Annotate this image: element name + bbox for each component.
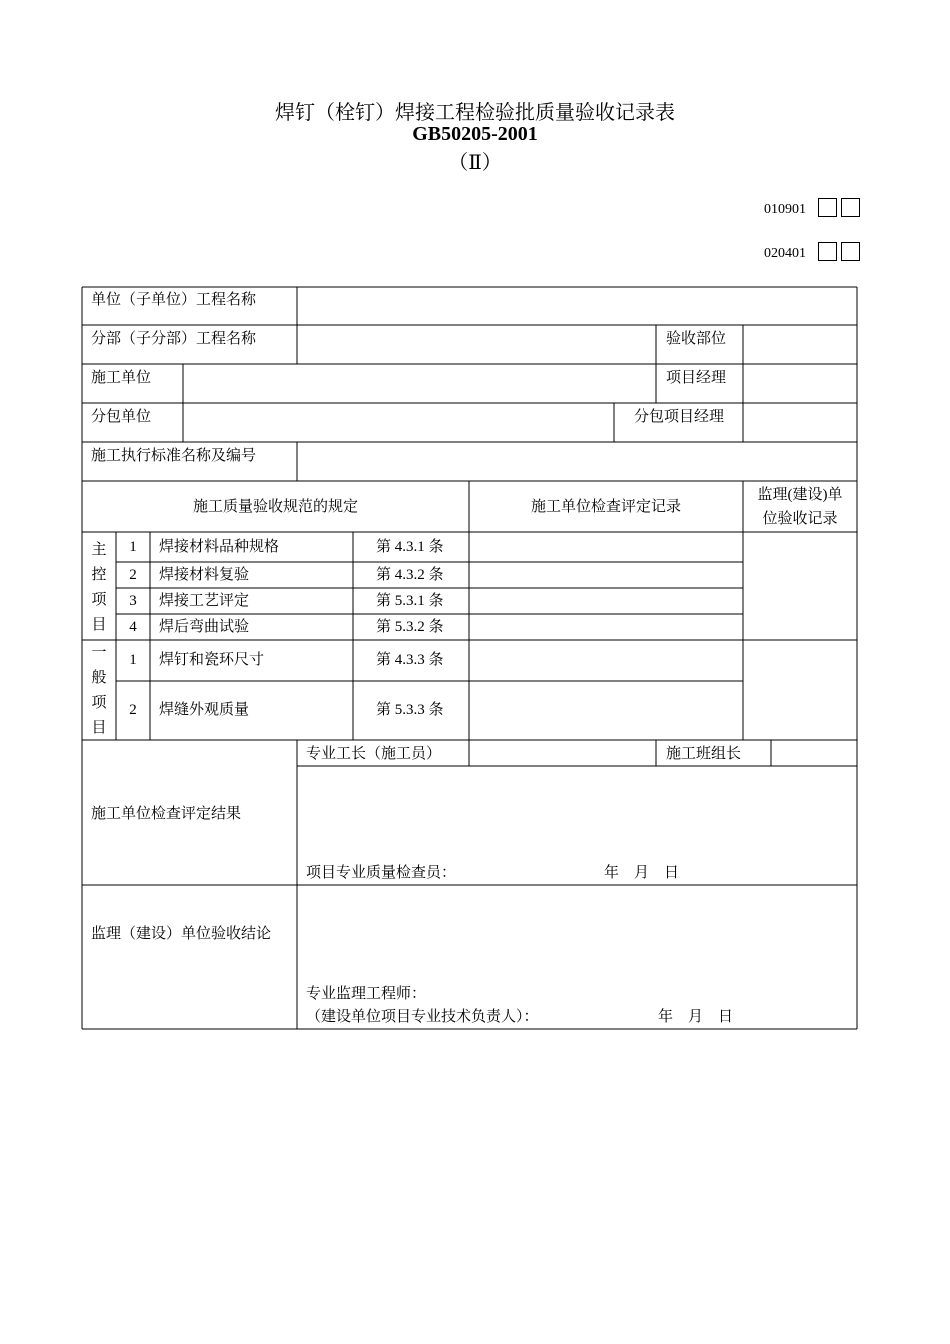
owner-technical-lead-label: （建设单位项目专业技术负责人）： xyxy=(306,1009,539,1025)
item-clause: 第 4.3.1 条 xyxy=(376,539,444,555)
spec-column-header: 施工质量验收规范的规定 xyxy=(192,499,358,515)
item-number: 2 xyxy=(129,567,137,583)
supervision-conclusion-label: 监理（建设）单位验收结论 xyxy=(91,926,272,942)
group-label-char: 般 xyxy=(91,670,107,686)
supervision-column-header: 位验收记录 xyxy=(762,511,838,527)
project-manager-label: 项目经理 xyxy=(666,370,727,386)
supervision-column-header: 监理(建设)单 xyxy=(757,487,843,503)
group-label-char: 一 xyxy=(91,645,107,661)
item-clause: 第 5.3.3 条 xyxy=(376,702,444,718)
item-name: 焊缝外观质量 xyxy=(159,702,250,718)
foreman-label: 专业工长（施工员） xyxy=(306,746,442,762)
standard-code: GB50205-2001 xyxy=(412,123,538,145)
document-title: 焊钉（栓钉）焊接工程检验批质量验收记录表 xyxy=(275,100,675,124)
conclusion-date: 年 月 日 xyxy=(658,1009,734,1025)
code-label: 010901 xyxy=(764,202,806,217)
code-label: 020401 xyxy=(764,246,806,261)
contractor-result-label: 施工单位检查评定结果 xyxy=(91,806,242,822)
acceptance-part-label: 验收部位 xyxy=(666,331,727,347)
item-clause: 第 4.3.3 条 xyxy=(376,652,444,668)
item-number: 1 xyxy=(129,652,137,668)
result-date: 年 月 日 xyxy=(604,865,680,881)
sub-project-manager-label: 分包项目经理 xyxy=(634,409,725,425)
item-clause: 第 5.3.1 条 xyxy=(376,593,444,609)
contractor-label: 施工单位 xyxy=(91,370,152,386)
check-record-column-header: 施工单位检查评定记录 xyxy=(530,499,681,515)
group-label-char: 目 xyxy=(91,617,107,633)
project-name-label: 单位（子单位）工程名称 xyxy=(91,292,257,308)
item-number: 4 xyxy=(129,619,137,635)
item-name: 焊后弯曲试验 xyxy=(159,619,250,635)
item-name: 焊钉和瓷环尺寸 xyxy=(159,652,265,668)
form-variant: （Ⅱ） xyxy=(448,152,502,174)
supervising-engineer-label: 专业监理工程师： xyxy=(306,986,427,1002)
group-label-char: 控 xyxy=(91,567,107,583)
group-label-char: 目 xyxy=(91,720,107,736)
group-label-char: 主 xyxy=(91,542,107,558)
subproject-name-label: 分部（子分部）工程名称 xyxy=(91,331,257,347)
quality-inspector-label: 项目专业质量检查员： xyxy=(306,865,457,881)
item-number: 3 xyxy=(129,593,137,609)
item-number: 1 xyxy=(129,539,137,555)
group-label-char: 项 xyxy=(91,695,107,711)
team-leader-label: 施工班组长 xyxy=(666,746,742,762)
subcontractor-label: 分包单位 xyxy=(91,409,152,425)
item-clause: 第 4.3.2 条 xyxy=(376,567,444,583)
item-name: 焊接材料复验 xyxy=(159,567,250,583)
group-label-char: 项 xyxy=(91,592,107,608)
item-clause: 第 5.3.2 条 xyxy=(376,619,444,635)
item-name: 焊接工艺评定 xyxy=(159,593,250,609)
item-name: 焊接材料品种规格 xyxy=(159,539,280,555)
standard-label: 施工执行标准名称及编号 xyxy=(91,448,257,464)
item-number: 2 xyxy=(129,702,137,718)
